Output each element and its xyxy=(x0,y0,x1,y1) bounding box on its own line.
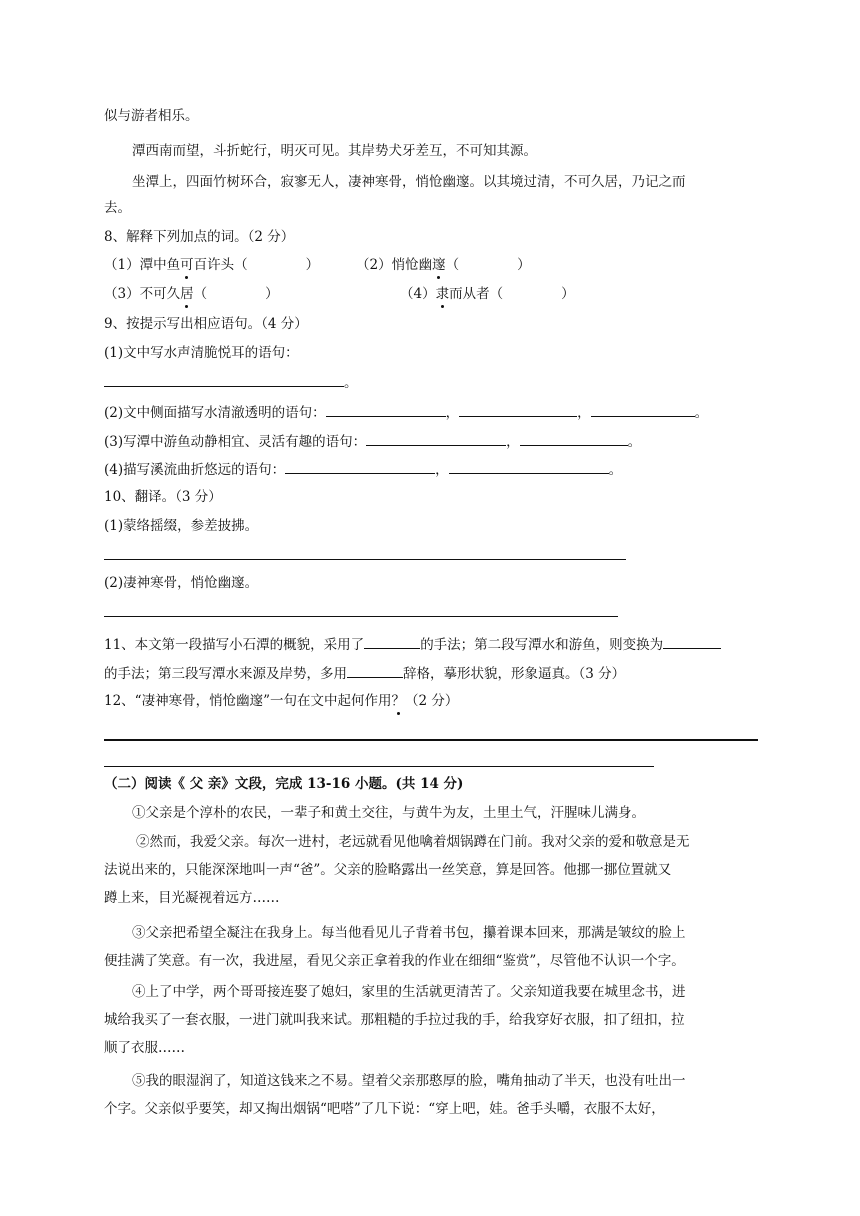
passage-paragraph-2: 潭西南而望，斗折蛇行，明灭可见。其岸势犬牙差互，不可知其源。 xyxy=(132,143,537,159)
answer-blank[interactable] xyxy=(347,663,403,678)
question-10-item-1: (1)蒙络摇缀，参差披拂。 xyxy=(104,518,259,534)
section-2-paragraph-1: ①父亲是个淳朴的农民，一辈子和黄土交往，与黄牛为友，土里土气，汗腥味儿满身。 xyxy=(132,805,645,821)
question-8-item-4 xyxy=(400,285,575,303)
question-10-item-2: (2)凄神寒骨，悄怆幽邃。 xyxy=(104,575,259,591)
section-2-paragraph-3-line: 便挂满了笑意。有一次，我进屋，看见父亲正拿着我的作业在细细“鉴赏”，尽管他不认识一个字。 xyxy=(104,953,685,969)
section-2-paragraph-2-line: 法说出来的，只能深深地叫一声“爸”。父亲的脸略露出一丝笑意，算是回答。他挪一挪位置就又 xyxy=(104,862,672,878)
question-9-item-4: (4)描写溪流曲折悠远的语句： ， 。 xyxy=(104,459,622,479)
section-2-paragraph-4-line: 顺了衣服…… xyxy=(104,1040,185,1056)
question-8-item-2 xyxy=(356,256,531,274)
answer-blank[interactable] xyxy=(663,634,721,649)
question-9-item-2: (2)文中侧面描写水清澈透明的语句： ， ， 。 xyxy=(104,402,708,422)
answer-blank[interactable] xyxy=(364,634,420,649)
item-close: ） xyxy=(517,257,531,273)
question-9-title: 9、按提示写出相应语句。（4 分） xyxy=(104,316,308,332)
section-2-paragraph-3: ③父亲把希望全凝注在我身上。每当他看见儿子背着书包，攥着课本回来，那满是皱纹的脸上 xyxy=(132,925,686,941)
question-11-line-2: 的手法；第三段写潭水来源及岸势，多用 辞格，摹形状貌，形象逼真。（3 分） xyxy=(104,663,625,683)
question-8-title: 8、解释下列加点的词。（2 分） xyxy=(104,229,295,245)
question-9-item-1: (1)文中写水声清脆悦耳的语句： xyxy=(104,345,299,361)
item-text: （2）悄怆幽邃（ xyxy=(356,257,460,273)
answer-blank[interactable] xyxy=(326,402,446,417)
passage-paragraph-3: 坐潭上，四面竹树环合，寂寥无人，凄神寒骨，悄怆幽邃。以其境过清，不可久居，乃记之而 xyxy=(132,174,686,190)
answer-blank[interactable] xyxy=(591,402,695,417)
answer-line[interactable] xyxy=(104,766,654,767)
answer-blank[interactable] xyxy=(520,431,628,446)
question-11-line-1: 11、本文第一段描写小石潭的概貌，采用了 的手法；第二段写潭水和游鱼，则变换为 xyxy=(104,634,721,654)
question-8-item-1 xyxy=(104,256,319,274)
section-2-paragraph-4-line: 城给我买了一套衣服，一进门就叫我来试。那粗糙的手拉过我的手，给我穿好衣服，扣了纽扣，拉 xyxy=(104,1012,685,1028)
answer-blank[interactable] xyxy=(459,402,577,417)
answer-blank[interactable] xyxy=(285,459,435,474)
answer-line-thick[interactable] xyxy=(104,739,758,741)
item-text: （1）潭中鱼可百许头（ xyxy=(104,257,248,273)
section-2-paragraph-2: ②然而，我爱父亲。每次一进村，老远就看见他噙着烟锅蹲在门前。我对父亲的爱和敬意是无 xyxy=(136,834,690,850)
item-close: ） xyxy=(265,286,279,302)
passage-line: 似与游者相乐。 xyxy=(104,108,199,124)
answer-blank[interactable] xyxy=(104,372,344,387)
answer-blank[interactable] xyxy=(449,459,609,474)
question-12: 12、“凄神寒骨，悄怆幽邃”一句在文中起何作用？（2 分） xyxy=(104,693,459,709)
section-2-paragraph-2-line: 蹲上来，目光凝视着远方…… xyxy=(104,890,280,906)
section-2-paragraph-4: ④上了中学，两个哥哥接连娶了媳妇，家里的生活就更清苦了。父亲知道我要在城里念书，进 xyxy=(132,984,686,1000)
question-8-item-3 xyxy=(104,285,279,303)
section-2-title: （二）阅读《 父 亲》文段，完成 13-16 小题。(共 14 分) xyxy=(104,776,464,792)
question-9-item-3: (3)写潭中游鱼动静相宜、灵活有趣的语句： ， 。 xyxy=(104,431,641,451)
dotted-word: 可 xyxy=(180,257,194,273)
passage-paragraph-3-end: 去。 xyxy=(104,200,131,216)
answer-line[interactable] xyxy=(104,559,626,560)
dotted-word: 邃 xyxy=(432,257,446,273)
answer-line[interactable] xyxy=(104,616,618,617)
dotted-word: ？ xyxy=(391,693,405,709)
section-2-paragraph-5: ⑤我的眼湿润了，知道这钱来之不易。望着父亲那憨厚的脸，嘴角抽动了半天，也没有吐出一 xyxy=(132,1073,686,1089)
question-10-title: 10、翻译。（3 分） xyxy=(104,489,222,505)
dotted-word: 居 xyxy=(180,286,194,302)
section-2-paragraph-5-line: 个字。父亲似乎要笑，却又掏出烟锅“吧嗒”了几下说：“穿上吧，娃。爸手头嚼，衣服不太好， xyxy=(104,1101,665,1117)
question-9-item-1-answer: 。 xyxy=(104,372,358,392)
item-close: ） xyxy=(305,257,320,273)
item-text: （3）不可久居（ xyxy=(104,286,208,302)
item-text: （4）隶而从者（ xyxy=(400,286,504,302)
dotted-word: 隶 xyxy=(435,286,450,302)
item-close: ） xyxy=(561,286,575,302)
answer-blank[interactable] xyxy=(366,431,506,446)
